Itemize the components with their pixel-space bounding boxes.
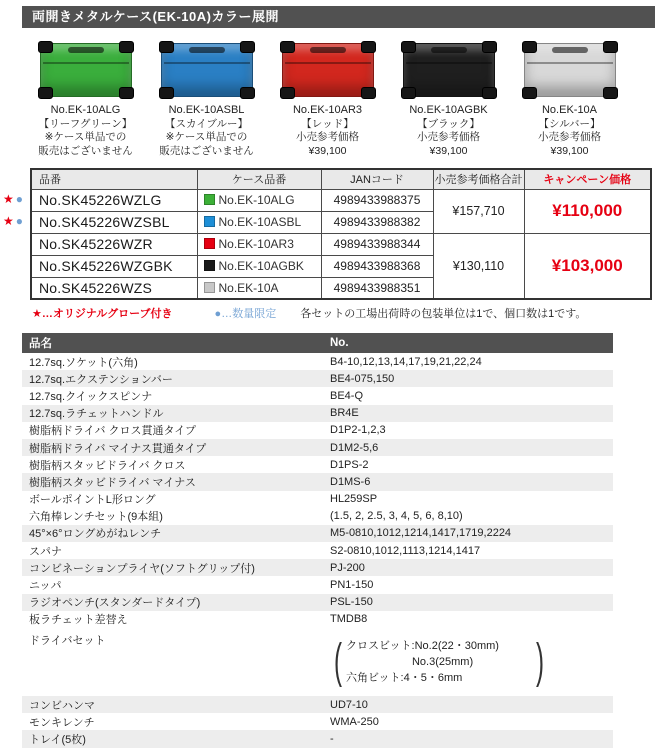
product-caption	[25, 104, 146, 158]
product-caption	[267, 104, 388, 158]
product-model: No.EK-10ALG	[50, 104, 121, 116]
part-name: ニッパ	[29, 580, 62, 593]
product-card-sky-blue	[146, 40, 267, 158]
part-no: TMDB8	[330, 613, 368, 626]
retail-price-value: ¥39,100	[429, 144, 468, 157]
part-name: 12.7sq.エクステンションバー	[29, 373, 173, 386]
legend-glove: ★…オリジナルグローブ付き	[32, 308, 173, 320]
case-seam	[406, 62, 492, 64]
case-number-cell	[197, 277, 321, 299]
parts-table	[22, 333, 613, 748]
product-note-line2: 販売はございません	[38, 144, 133, 157]
parts-row	[22, 525, 613, 542]
case-corner	[159, 41, 174, 53]
glove-star-icon: ★	[3, 192, 14, 206]
case-corner	[119, 87, 134, 99]
campaign-price: ¥103,000	[524, 233, 651, 299]
case-corner	[38, 87, 53, 99]
part-name: コンビハンマ	[29, 699, 95, 712]
open-paren: (	[333, 635, 342, 688]
case-photo-blue	[146, 40, 267, 100]
case-number: No.EK-10ALG	[218, 193, 295, 207]
case-number-cell	[197, 189, 321, 211]
part-name: スパナ	[29, 545, 62, 558]
limited-dot-icon: ●	[15, 214, 24, 228]
col-header-case: ケース品番	[197, 169, 321, 189]
case-corner	[401, 41, 416, 53]
part-no: S2-0810,1012,1113,1214,1417	[330, 544, 481, 557]
case-number: No.EK-10AR3	[218, 237, 294, 251]
retail-price-value: ¥39,100	[308, 144, 347, 157]
product-model: No.EK-10AR3	[292, 104, 363, 116]
case-corner	[401, 87, 416, 99]
row-markers-1	[3, 192, 23, 206]
parts-row	[22, 353, 613, 370]
case-number: No.EK-10ASBL	[218, 215, 302, 229]
legend	[32, 305, 655, 321]
part-no: UD7-10	[330, 698, 368, 711]
retail-total: ¥130,110	[433, 233, 524, 299]
product-note-line2: 販売はございません	[159, 144, 254, 157]
case-corner	[603, 87, 618, 99]
retail-price-label: 小売参考価格	[538, 131, 601, 143]
product-lineup	[25, 40, 630, 158]
driver-set-line1: クロスビット:No.2(22・30mm)	[345, 640, 499, 652]
campaign-price: ¥110,000	[524, 189, 651, 233]
case-corner	[38, 41, 53, 53]
parts-row	[22, 611, 613, 628]
table-row	[31, 233, 651, 255]
part-no-multiline	[330, 628, 613, 696]
part-name: トレイ(5枚)	[29, 733, 86, 746]
table-row	[31, 189, 651, 211]
legend-limited: ●…数量限定	[214, 308, 277, 320]
product-card-red	[267, 40, 388, 158]
part-name: 45°×6°ロングめがねレンチ	[29, 528, 162, 541]
retail-price-label: 小売参考価格	[296, 131, 359, 143]
case-corner	[482, 41, 497, 53]
table-header-row	[31, 169, 651, 189]
jan-code: 4989433988375	[321, 189, 433, 211]
parts-header-row	[22, 333, 613, 353]
case-seam	[285, 62, 371, 64]
case-corner	[280, 41, 295, 53]
part-no: B4-10,12,13,14,17,19,21,22,24	[330, 355, 482, 368]
parts-row	[22, 730, 613, 747]
metal-case-image	[161, 43, 253, 97]
page-title: 両開きメタルケース(EK-10A)カラー展開	[22, 6, 655, 28]
legend-packing-note: 各セットの工場出荷時の包装単位は1で、個口数は1です。	[300, 308, 587, 320]
parts-row	[22, 370, 613, 387]
product-model: No.EK-10ASBL	[168, 104, 245, 116]
product-note-line1: ※ケース単品での	[165, 131, 248, 143]
case-corner	[159, 87, 174, 99]
col-header-name: 品名	[29, 338, 52, 350]
product-color-name: 【リーフグリーン】	[38, 117, 133, 130]
part-name: 12.7sq.クイックスピンナ	[29, 390, 153, 403]
case-number: No.EK-10AGBK	[218, 259, 304, 273]
case-corner	[280, 87, 295, 99]
part-name: 樹脂柄スタッビドライバ クロス	[29, 459, 186, 472]
case-corner	[603, 41, 618, 53]
product-model: No.EK-10AGBK	[409, 104, 488, 116]
case-color-swatch	[204, 282, 215, 293]
product-color-name: 【シルバー】	[538, 117, 601, 130]
glove-star-icon: ★	[3, 214, 14, 228]
case-corner	[522, 87, 537, 99]
part-no: PN1-150	[330, 579, 374, 592]
case-number: No.EK-10A	[218, 280, 279, 295]
parts-row	[22, 696, 613, 713]
case-photo-red	[267, 40, 388, 100]
part-no: -	[330, 732, 334, 745]
product-note-line1: ※ケース単品での	[44, 131, 127, 143]
col-header-retail-total: 小売参考価格合計	[433, 169, 524, 189]
parts-row	[22, 456, 613, 473]
parts-row	[22, 559, 613, 576]
part-no: WMA-250	[330, 715, 379, 728]
case-handle	[552, 47, 588, 53]
col-header-no: No.	[330, 337, 349, 349]
case-seam	[164, 62, 250, 64]
jan-code: 4989433988344	[321, 233, 433, 255]
case-handle	[310, 47, 346, 53]
case-photo-silver	[509, 40, 630, 100]
part-name: ボールポイントL形ロング	[29, 494, 156, 507]
case-seam	[43, 62, 129, 64]
part-no: PJ-200	[330, 561, 365, 574]
row-markers-2	[3, 214, 23, 228]
retail-total: ¥157,710	[433, 189, 524, 233]
parts-row	[22, 405, 613, 422]
retail-price-label: 小売参考価格	[417, 131, 480, 143]
parts-row	[22, 576, 613, 593]
case-corner	[522, 41, 537, 53]
driver-set-line3: 六角ビット:4・5・6mm	[345, 672, 463, 684]
metal-case-image	[40, 43, 132, 97]
product-card-black	[388, 40, 509, 158]
set-number: No.SK45226WZR	[31, 233, 197, 255]
part-no: HL259SP	[330, 493, 378, 506]
metal-case-image	[282, 43, 374, 97]
case-corner	[361, 41, 376, 53]
case-color-swatch	[204, 260, 215, 271]
metal-case-image	[403, 43, 495, 97]
part-name: ドライバセット	[29, 635, 106, 647]
parts-row	[22, 508, 613, 525]
part-no: D1MS-6	[330, 475, 371, 488]
parts-row	[22, 491, 613, 508]
product-caption	[509, 104, 630, 158]
case-number-cell	[197, 211, 321, 233]
product-color-name: 【スカイブルー】	[165, 117, 248, 130]
part-name: 板ラチェット差替え	[29, 614, 128, 627]
part-name: 樹脂柄ドライバ マイナス貫通タイプ	[29, 442, 207, 455]
driver-set-line2: No.3(25mm)	[411, 656, 474, 668]
case-handle	[431, 47, 467, 53]
case-photo-black	[388, 40, 509, 100]
col-header-jan: JANコード	[321, 169, 433, 189]
set-number: No.SK45226WZS	[31, 277, 197, 299]
part-name: 樹脂柄ドライバ クロス貫通タイプ	[29, 425, 196, 438]
col-header-hinban: 品番	[31, 169, 197, 189]
part-name: 12.7sq.ソケット(六角)	[29, 356, 138, 369]
set-price-table	[30, 168, 652, 300]
product-model: No.EK-10A	[541, 104, 598, 116]
limited-dot-icon: ●	[15, 192, 24, 206]
retail-price-value: ¥39,100	[550, 144, 589, 157]
case-handle	[68, 47, 104, 53]
case-color-swatch	[204, 238, 215, 249]
part-no: M5-0810,1012,1214,1417,1719,2224	[330, 527, 512, 540]
product-caption	[388, 104, 509, 158]
part-no: D1M2-5,6	[330, 441, 379, 454]
part-no: D1PS-2	[330, 458, 369, 471]
jan-code: 4989433988382	[321, 211, 433, 233]
case-photo-green	[25, 40, 146, 100]
jan-code: 4989433988368	[321, 255, 433, 277]
product-card-leaf-green	[25, 40, 146, 158]
part-no: BR4E	[330, 407, 359, 420]
parts-row	[22, 713, 613, 730]
close-paren: )	[535, 635, 544, 688]
metal-case-image	[524, 43, 616, 97]
product-caption	[146, 104, 267, 158]
col-header-campaign: キャンペーン価格	[524, 169, 651, 189]
set-number: No.SK45226WZGBK	[31, 255, 197, 277]
case-seam	[527, 62, 613, 64]
part-name: 12.7sq.ラチェットハンドル	[29, 408, 164, 421]
jan-code: 4989433988351	[321, 277, 433, 299]
case-number-cell	[197, 233, 321, 255]
case-corner	[482, 87, 497, 99]
case-handle	[189, 47, 225, 53]
part-no: D1P2-1,2,3	[330, 424, 386, 437]
part-no: PSL-150	[330, 596, 373, 609]
driver-set-lines	[346, 638, 532, 686]
case-corner	[240, 41, 255, 53]
set-number: No.SK45226WZSBL	[31, 211, 197, 233]
product-color-name: 【レッド】	[301, 117, 354, 130]
part-name: コンビネーションプライヤ(ソフトグリップ付)	[29, 562, 255, 575]
case-color-swatch	[204, 194, 215, 205]
parts-row	[22, 542, 613, 559]
set-number: No.SK45226WZLG	[31, 189, 197, 211]
parts-row	[22, 473, 613, 490]
part-name: モンキレンチ	[29, 716, 95, 729]
product-color-name: 【ブラック】	[417, 117, 480, 130]
parts-row	[22, 439, 613, 456]
parts-row	[22, 387, 613, 404]
part-no: BE4-Q	[330, 389, 364, 402]
parts-row	[22, 422, 613, 439]
case-corner	[361, 87, 376, 99]
parts-row-driver-set	[22, 628, 613, 696]
part-no: (1.5, 2, 2.5, 3, 4, 5, 6, 8,10)	[330, 510, 463, 523]
case-number-cell	[197, 255, 321, 277]
case-corner	[119, 41, 134, 53]
part-name: 六角棒レンチセット(9本組)	[29, 511, 163, 524]
set-price-table-wrap	[3, 168, 650, 300]
case-color-swatch	[204, 216, 215, 227]
product-card-silver	[509, 40, 630, 158]
part-name: ラジオペンチ(スタンダードタイプ)	[29, 597, 201, 610]
part-no: BE4-075,150	[330, 372, 395, 385]
parts-row	[22, 594, 613, 611]
case-corner	[240, 87, 255, 99]
part-name: 樹脂柄スタッビドライバ マイナス	[29, 476, 196, 489]
